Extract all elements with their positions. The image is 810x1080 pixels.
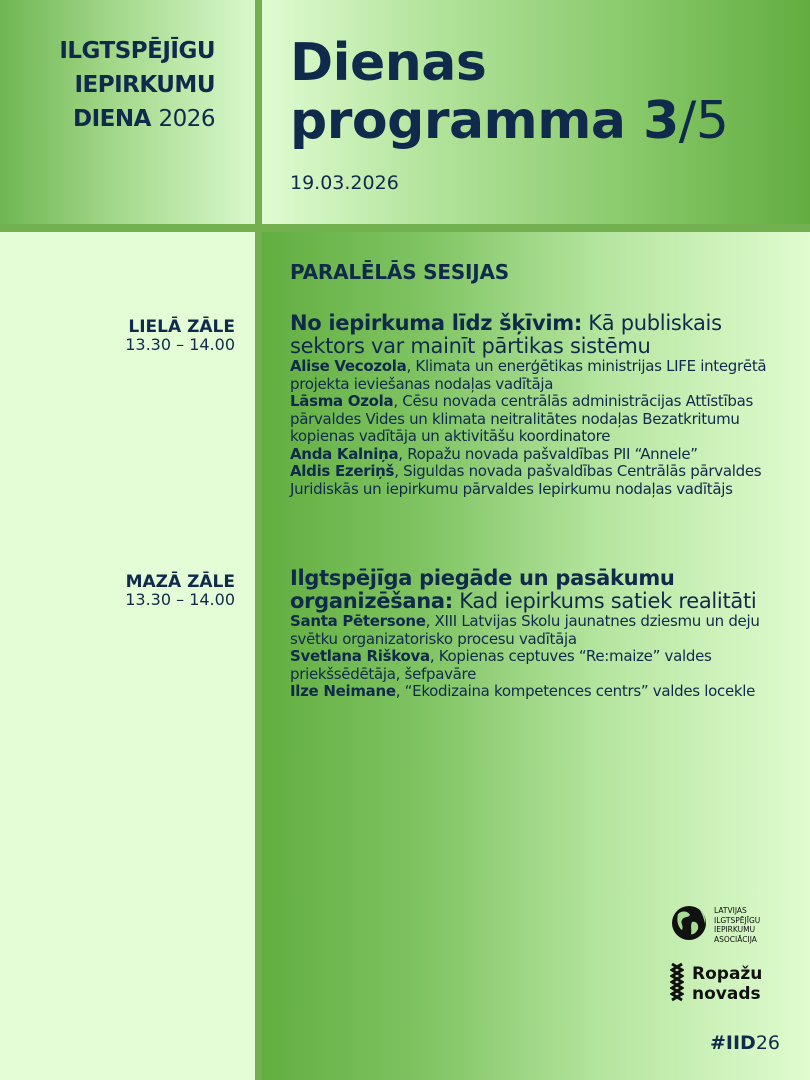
session-title <box>290 567 800 613</box>
title-program-part: programma 3 <box>290 91 679 151</box>
speaker-entry <box>290 393 800 446</box>
session-title-bold: Ilgtspējīga piegāde un pasākumu organizēšana: <box>290 566 675 613</box>
room-label-large-hall <box>125 318 235 354</box>
speaker-role: , XIII Latvijas Skolu jaunatnes dziesmu un deju svētku organizatorisko procesu vadītāja <box>290 612 760 648</box>
speaker-entry <box>290 613 800 648</box>
speaker-role: , Kopienas ceptuves “Re:maize” valdes priekšsēdētāja, šefpavāre <box>290 647 712 683</box>
speaker-entry <box>290 683 800 701</box>
brand-line-3 <box>59 102 215 136</box>
session-title-rest: Kā publiskais sektors var mainīt pārtikas sistēmu <box>290 311 722 358</box>
header-panel <box>262 0 810 224</box>
title-page-count: /5 <box>678 91 729 151</box>
room-name: MAZĀ ZĀLE <box>125 572 235 592</box>
rooms-column <box>0 232 255 1080</box>
room-name: LIELĀ ZĀLE <box>128 317 235 337</box>
title-line-1: Dienas <box>290 33 487 93</box>
association-logo <box>670 904 780 946</box>
session-title-bold: No iepirkuma līdz šķīvim: <box>290 311 582 335</box>
section-heading: PARALĒLĀS SESIJAS <box>290 260 510 284</box>
event-hashtag: #IID26 <box>709 1032 780 1054</box>
municipality-name: Ropažu novads <box>692 964 763 1004</box>
title-line-2 <box>290 92 728 150</box>
speaker-role: , “Ekodizaina kompetences centrs” valdes locekle <box>395 682 756 700</box>
speaker-role: , Cēsu novada centrālās administrācijas Attīstības pārvaldes Vides un klimata neitralitātes nodaļas Bezatkritumu kopienas vadītāja un aktivitāšu koordinatore <box>290 392 753 445</box>
session-title <box>290 312 800 358</box>
session-large-hall <box>290 312 800 498</box>
speaker-name: Svetlana Riškova <box>290 647 430 665</box>
speaker-role: , Klimata un enerģētikas ministrijas LIFE integrētā projekta ieviešanas nodaļas vadītāja <box>290 357 767 393</box>
association-name: LATVIJAS ILGTSPĒJĪGU IEPIRKUMU ASOCIĀCIJA <box>714 906 761 944</box>
municipality-logo <box>670 962 780 1006</box>
sessions-column <box>262 232 810 1080</box>
session-title-rest: Kad iepirkums satiek realitāti <box>452 589 757 613</box>
speaker-name: Alise Vecozola <box>290 357 407 375</box>
brand-line-1: ILGTSPĒJĪGU <box>59 38 215 64</box>
speaker-role: , Ropažu novada pašvaldības PII “Annele” <box>398 444 698 463</box>
partner-logos <box>670 904 780 1054</box>
room-time: 13.30 – 14.00 <box>125 590 235 609</box>
speaker-name: Aldis Ezeriņš <box>290 462 395 480</box>
speaker-name: Ilze Neimane <box>290 682 396 700</box>
globe-icon <box>670 904 708 946</box>
brand-year: 2026 <box>158 106 215 132</box>
speaker-role: , Siguldas novada pašvaldības Centrālās pārvaldes Juridiskās un iepirkumu pārvaldes Iepirkumu nodaļas vadītājs <box>290 462 762 498</box>
speaker-name: Lāsma Ozola <box>290 392 394 410</box>
event-date: 19.03.2026 <box>290 172 399 194</box>
room-label-small-hall <box>125 573 235 609</box>
room-time: 13.30 – 14.00 <box>125 335 235 354</box>
session-small-hall <box>290 567 800 701</box>
brand-panel <box>0 0 255 224</box>
speaker-entry <box>290 648 800 683</box>
speaker-name: Anda Kalniņa <box>290 444 399 463</box>
braid-icon <box>670 962 684 1006</box>
brand-line-3-bold: DIENA <box>73 106 151 132</box>
speaker-name: Santa Pētersone <box>290 612 426 630</box>
page-title <box>290 34 728 150</box>
brand-line-2: IEPIRKUMU <box>74 72 215 98</box>
speaker-entry <box>290 446 800 464</box>
event-brand <box>59 34 215 136</box>
speaker-entry <box>290 358 800 393</box>
speaker-entry <box>290 463 800 498</box>
